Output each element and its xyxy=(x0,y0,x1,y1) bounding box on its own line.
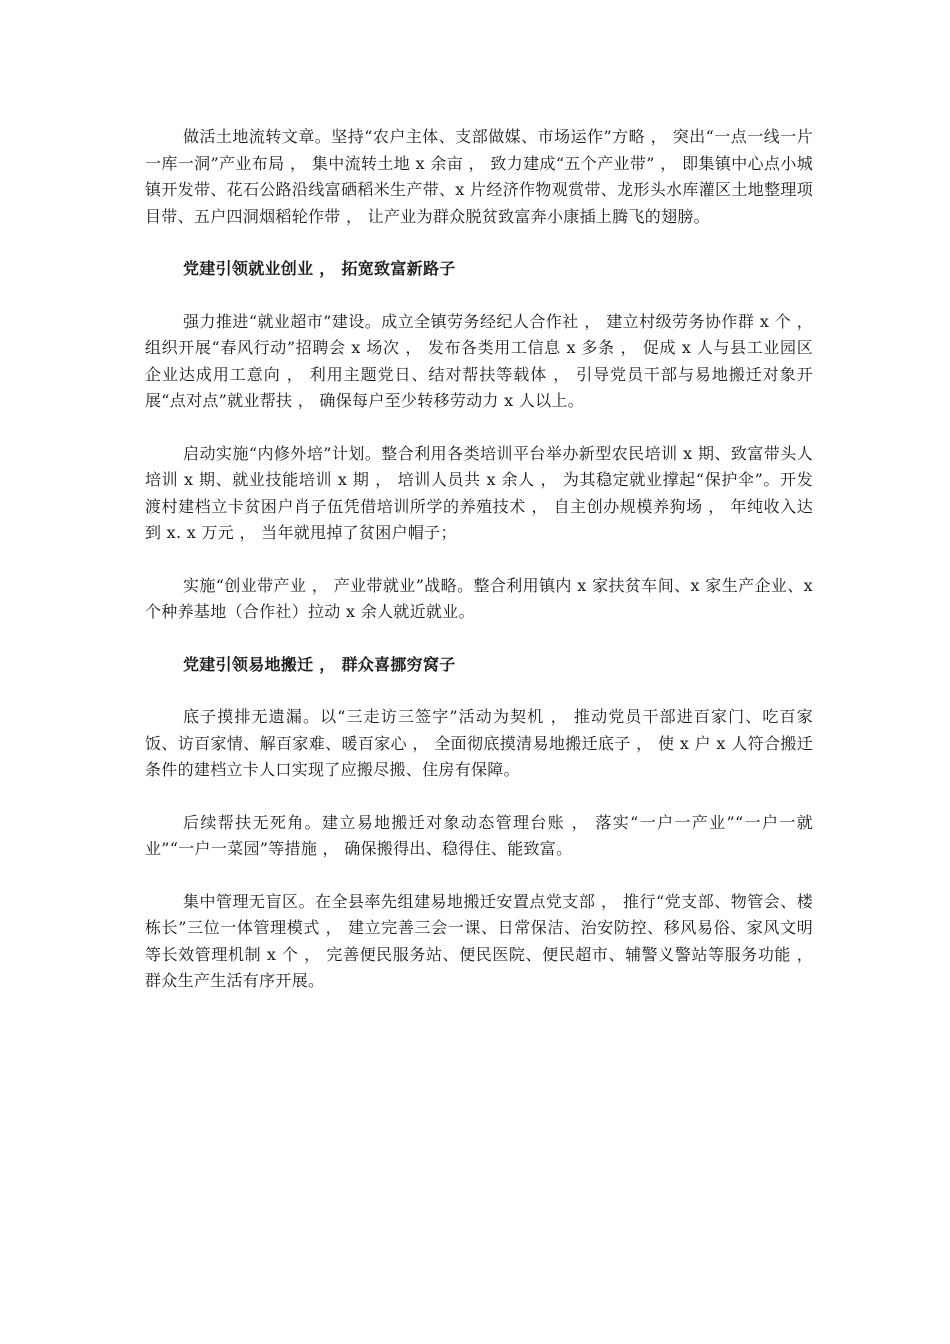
section-heading-employment: 党建引领就业创业 ， 拓宽致富新路子 xyxy=(183,259,456,278)
paragraph-survey: 底子摸排无遗漏。以“三走访三签字”活动为契机 ， 推动党员干部进百家门、吃百家饭、访百家情、解百家难、暖百家心 ， 全面彻底摸清易地搬迁底子 ， 使 x 户 x 人符合搬迁条件的建档立卡人口实现了应搬尽搬、住房有保障。 xyxy=(145,707,813,779)
paragraph-training-plan: 启动实施“内修外培”计划。整合利用各类培训平台举办新型农民培训 x 期、致富带头人培训 x 期、就业技能培训 x 期 ， 培训人员共 x 余人 ， 为其稳定就业撑起“保护伞”。开发渡村建档立卡贫困户肖子伍凭借培训所学的养殖技术 ， 自主创办规模养狗场 ， 年纯收入达到 x. x 万元 ， 当年就甩掉了贫困户帽子； xyxy=(145,443,813,542)
paragraph-entrepreneurship: 实施“创业带产业 ， 产业带就业”战略。整合利用镇内 x 家扶贫车间、x 家生产企业、x 个种养基地（合作社）拉动 x 余人就近就业。 xyxy=(145,575,813,621)
section-heading-relocation: 党建引领易地搬迁 ， 群众喜挪穷窝子 xyxy=(183,654,456,674)
paragraph-follow-up-support: 后续帮扶无死角。建立易地搬迁对象动态管理台账 ， 落实“一户一产业”“一户一就业”“一户一菜园”等措施 ， 确保搬得出、稳得住、能致富。 xyxy=(145,812,813,858)
paragraph-centralized-management: 集中管理无盲区。在全县率先组建易地搬迁安置点党支部 ， 推行“党支部、物管会、楼栋长”三位一体管理模式 ， 建立完善三会一课、日常保洁、治安防控、移风易俗、家风文明等长效管理机制 x 个 ， 完善便民服务站、便民医院、便民超市、辅警义警站等服务功能 ， 群众生产生活有序开展。 xyxy=(145,891,813,990)
document-body xyxy=(145,124,813,1021)
paragraph-job-market: 强力推进“就业超市”建设。成立全镇劳务经纪人合作社 ， 建立村级劳务协作群 x 个 ， 组织开展“春风行动”招聘会 x 场次 ， 发布各类用工信息 x 多条 ， 促成 x 人与县工业园区企业达成用工意向 ， 利用主题党日、结对帮扶等载体 ， 引导党员干部与易地搬迁对象开展“点对点”就业帮扶 ， 确保每户至少转移劳动力 x 人以上。 xyxy=(145,311,813,410)
paragraph-land-transfer: 做活土地流转文章。坚持“农户主体、支部做媒、市场运作”方略 ， 突出“一点一线一片一库一洞”产业布局 ， 集中流转土地 x 余亩 ， 致力建成“五个产业带” ， 即集镇中心点小城镇开发带、花石公路沿线富硒稻米生产带、x 片经济作物观赏带、龙形头水库灌区土地整理项目带、五户四洞烟稻轮作带 ， 让产业为群众脱贫致富奔小康插上腾飞的翅膀。 xyxy=(145,127,813,226)
